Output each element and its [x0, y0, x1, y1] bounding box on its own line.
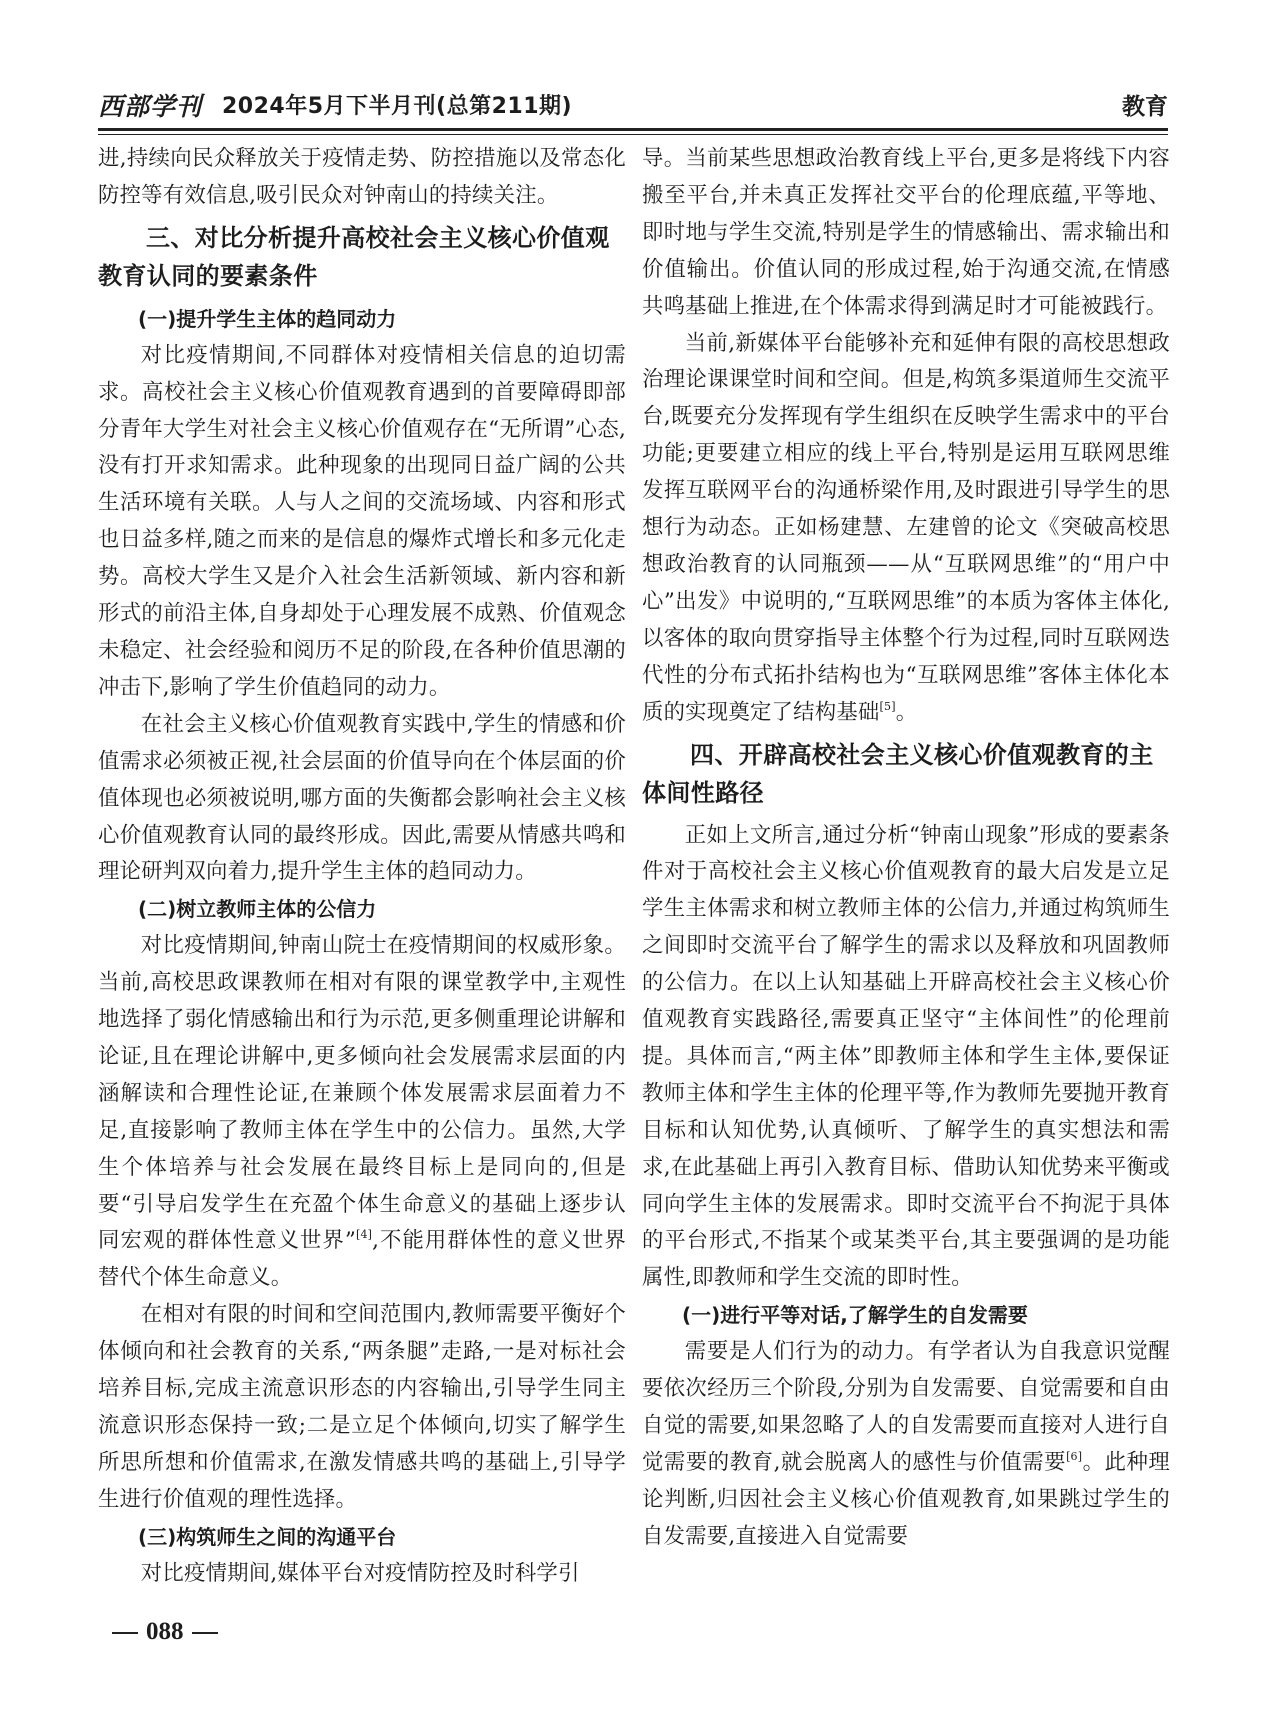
paragraph [642, 1334, 1170, 1555]
section-heading: 三、对比分析提升高校社会主义核心价值观教育认同的要素条件 [98, 223, 610, 290]
paragraph-text: 当前,新媒体平台能够补充和延伸有限的高校思想政治理论课课堂时间和空间。但是,构筑多渠道师生交流平台,既要充分发挥现有学生组织在反映学生需求中的平台功能;更要建立相应的线上平台,特别是运用互联网思维发挥互联网平台的沟通桥梁作用,及时跟进引导学生的思想行为动态。正如杨建慧、左建曾的论文《突破高校思想政治教育的认同瓶颈——从“互联网思维”的“用户中心”出发》中说明的,“互联网思维”的本质为客体主体化,以客体的取向贯穿指导主体整个行为过程,同时互联网迭代性的分布式拓扑结构也为“互联网思维”客体主体化本质的实现奠定了结构基础 [642, 330, 1170, 725]
subsection-heading: (三)构筑师生之间的沟通平台 [138, 1524, 397, 1549]
paragraph [98, 928, 626, 1297]
paragraph-text: 。 [895, 699, 918, 725]
page-header [98, 90, 1168, 124]
section-label: 教育 [1122, 94, 1168, 120]
paragraph: 在相对有限的时间和空间范围内,教师需要平衡好个体倾向和社会教育的关系,“两条腿”走路,一是对标社会培养目标,完成主流意识形态的内容输出,引导学生同主流意识形态保持一致;二是立足个体倾向,切实了解学生所思所想和价值需求,在激发情感共鸣的基础上,引导学生进行价值观的理性选择。 [98, 1302, 626, 1512]
paragraph: 对比疫情期间,媒体平台对疫情防控及时科学引 [140, 1560, 580, 1586]
subsection-heading: (一)进行平等对话,了解学生的自发需要 [682, 1303, 1028, 1328]
journal-logo: 西部学刊 [98, 92, 203, 121]
citation-ref: [5] [879, 699, 896, 713]
page-number: 088 [146, 1618, 184, 1645]
subsection-heading: (一)提升学生主体的趋同动力 [138, 306, 397, 331]
paragraph-text: 对比疫情期间,钟南山院士在疫情期间的权威形象。当前,高校思政课教师在相对有限的课堂教学中,主观性地选择了弱化情感输出和行为示范,更多侧重理论讲解和论证,且在理论讲解中,更多倾向社会发展需求层面的内涵解读和合理性论证,在兼顾个体发展需求层面着力不足,直接影响了教师主体在学生中的公信力。虽然,大学生个体培养与社会发展在最终目标上是同向的,但是要“引导启发学生在充盈个体生命意义的基础上逐步认同宏观的群体性意义世界” [98, 933, 626, 1254]
citation-ref: [4] [355, 1228, 373, 1242]
left-column [98, 141, 626, 1593]
header-rule-thick [98, 128, 1168, 131]
issue-info: 2024年5月下半月刊(总第211期) [222, 94, 573, 119]
paragraph: 在社会主义核心价值观教育实践中,学生的情感和价值需求必须被正视,社会层面的价值导向在个体层面的价值体现也必须被说明,哪方面的失衡都会影响社会主义核心价值观教育认同的最终形成。因此,需要从情感共鸣和理论研判双向着力,提升学生主体的趋同动力。 [98, 711, 626, 885]
subsection-heading: (二)树立教师主体的公信力 [138, 897, 377, 922]
paragraph-text: ,不能用群体性的意义世界替代个体生命意义。 [98, 1228, 626, 1291]
citation-ref: [6] [1066, 1449, 1083, 1463]
paragraph-text: 需要是人们行为的动力。有学者认为自我意识觉醒要依次经历三个阶段,分别为自发需要、自觉需要和自由自觉的需要,如果忽略了人的自发需要而直接对人进行自觉需要的教育,就会脱离人的感性与价值需要 [642, 1339, 1170, 1475]
paragraph-text: 。此种理论判断,归因社会主义核心价值观教育,如果跳过学生的自发需要,直接进入自觉需要 [642, 1449, 1170, 1549]
footer-dash-right [192, 1632, 218, 1634]
paragraph: 正如上文所言,通过分析“钟南山现象”形成的要素条件对于高校社会主义核心价值观教育的最大启发是立足学生主体需求和树立教师主体的公信力,并通过构筑师生之间即时交流平台了解学生的需求以及释放和巩固教师的公信力。在以上认知基础上开辟高校社会主义核心价值观教育实践路径,需要真正坚守“主体间性”的伦理前提。具体而言,“两主体”即教师主体和学生主体,要保证教师主体和学生主体的伦理平等,作为教师先要抛开教育目标和认知优势,认真倾听、了解学生的真实想法和需求,在此基础上再引入教育目标、借助认知优势来平衡或同向学生主体的发展需求。即时交流平台不拘泥于具体的平台形式,不指某个或某类平台,其主要强调的是功能属性,即教师和学生交流的即时性。 [642, 822, 1170, 1291]
paragraph: 对比疫情期间,不同群体对疫情相关信息的迫切需求。高校社会主义核心价值观教育遇到的首要障碍即部分青年大学生对社会主义核心价值观存在“无所谓”心态,没有打开求知需求。此种现象的出现同日益广阔的公共生活环境有关联。人与人之间的交流场域、内容和形式也日益多样,随之而来的是信息的爆炸式增长和多元化走势。高校大学生又是介入社会生活新领域、新内容和新形式的前沿主体,自身却处于心理发展不成熟、价值观念未稳定、社会经验和阅历不足的阶段,在各种价值思潮的冲击下,影响了学生价值趋同的动力。 [98, 342, 626, 700]
paragraph: 进,持续向民众释放关于疫情走势、防控措施以及常态化防控等有效信息,吸引民众对钟南山的持续关注。 [98, 146, 626, 208]
right-column [642, 141, 1170, 1556]
paragraph: 导。当前某些思想政治教育线上平台,更多是将线下内容搬至平台,并未真正发挥社交平台的伦理底蕴,平等地、即时地与学生交流,特别是学生的情感输出、需求输出和价值输出。价值认同的形成过程,始于沟通交流,在情感共鸣基础上推进,在个体需求得到满足时才可能被践行。 [642, 146, 1170, 319]
section-heading: 四、开辟高校社会主义核心价值观教育的主体间性路径 [642, 740, 1154, 807]
paragraph [642, 326, 1170, 732]
footer-dash-left [112, 1632, 138, 1634]
header-rule-thin [98, 134, 1168, 135]
page-footer [104, 1618, 226, 1646]
